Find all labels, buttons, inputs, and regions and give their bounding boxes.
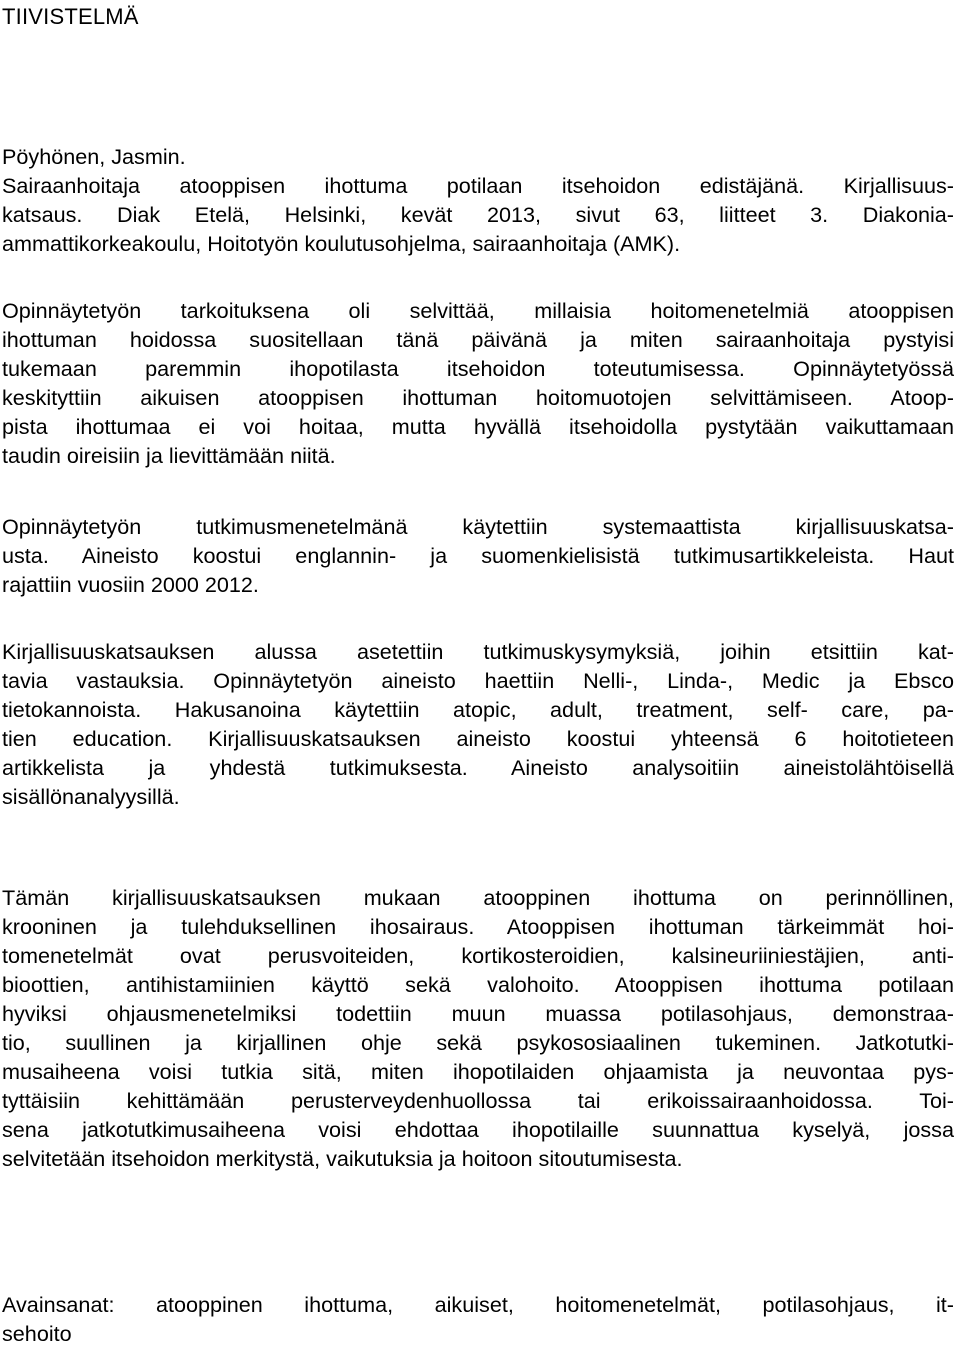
keywords [2, 1290, 954, 1348]
abstract-paragraph-purpose [2, 296, 954, 470]
abstract-paragraph-results [2, 883, 954, 1173]
paragraph-line: taudin oireisiin ja lievittämään niitä. [2, 443, 336, 468]
abstract-paragraph-material [2, 637, 954, 811]
author-line: Pöyhönen, Jasmin. [2, 144, 186, 169]
paragraph-line: pista ihottumaa ei voi hoitaa, mutta hyvällä itsehoidolla pystytään vaikuttamaan [2, 414, 954, 439]
paragraph-line: tietokannoista. Hakusanoina käytettiin atopic, adult, treatment, self- care, pa- [2, 697, 954, 722]
paragraph-line: bioottien, antihistamiinien käyttö sekä valohoito. Atooppisen ihottuma potilaan [2, 972, 954, 997]
metadata-line: Sairaanhoitaja atooppisen ihottuma potilaan itsehoidon edistäjänä. Kirjallisuus- [2, 173, 954, 198]
paragraph-line: tomenetelmät ovat perusvoiteiden, kortikosteroidien, kalsineuriiniestäjien, anti- [2, 943, 954, 968]
paragraph-line: sisällönanalyysillä. [2, 784, 180, 809]
paragraph-line: Kirjallisuuskatsauksen alussa asetettiin tutkimuskysymyksiä, joihin etsittiin kat- [2, 639, 954, 664]
paragraph-line: Tämän kirjallisuuskatsauksen mukaan atooppinen ihottuma on perinnöllinen, [2, 885, 954, 910]
metadata-line: katsaus. Diak Etelä, Helsinki, kevät 2013, sivut 63, liitteet 3. Diakonia- [2, 202, 954, 227]
keywords-line: sehoito [2, 1321, 72, 1346]
paragraph-line: keskityttiin aikuisen atooppisen ihottuman hoitomuotojen selvittämiseen. Atoop- [2, 385, 954, 410]
page-title: TIIVISTELMÄ [2, 4, 139, 29]
metadata-line: ammattikorkeakoulu, Hoitotyön koulutusohjelma, sairaanhoitaja (AMK). [2, 231, 681, 256]
paragraph-line: Opinnäytetyön tarkoituksena oli selvittää, millaisia hoitomenetelmiä atooppisen [2, 298, 954, 323]
paragraph-line: tio, suullinen ja kirjallinen ohje sekä psykososiaalinen tukeminen. Jatkotutki- [2, 1030, 954, 1055]
paragraph-line: tien education. Kirjallisuuskatsauksen aineisto koostui yhteensä 6 hoitotieteen [2, 726, 954, 751]
paragraph-line: tyttäisiin kehittämään perusterveydenhuollossa tai erikoissairaanhoidossa. Toi- [2, 1088, 954, 1113]
paragraph-line: tavia vastauksia. Opinnäytetyön aineisto haettiin Nelli-, Linda-, Medic ja Ebsco [2, 668, 954, 693]
paragraph-line: artikkelista ja yhdestä tutkimuksesta. Aineisto analysoitiin aineistolähtöisellä [2, 755, 954, 780]
paragraph-line: Opinnäytetyön tutkimusmenetelmänä käytettiin systemaattista kirjallisuuskatsa- [2, 514, 954, 539]
paragraph-line: selvitetään itsehoidon merkitystä, vaikutuksia ja hoitoon sitoutumisesta. [2, 1146, 683, 1171]
abstract-paragraph-method [2, 512, 954, 599]
keywords-line: Avainsanat: atooppinen ihottuma, aikuiset, hoitomenetelmät, potilasohjaus, it- [2, 1292, 954, 1317]
paragraph-line: musaiheena voisi tutkia sitä, miten ihopotilaiden ohjaamista ja neuvontaa pys- [2, 1059, 954, 1084]
paragraph-line: hyviksi ohjausmenetelmiksi todettiin muun muassa potilasohjaus, demonstraa- [2, 1001, 954, 1026]
thesis-metadata [2, 142, 954, 258]
paragraph-line: ihottuman hoidossa suositellaan tänä päivänä ja miten sairaanhoitaja pystyisi [2, 327, 954, 352]
paragraph-line: usta. Aineisto koostui englannin- ja suomenkielisistä tutkimusartikkeleista. Haut [2, 543, 954, 568]
paragraph-line: sena jatkotutkimusaiheena voisi ehdottaa ihopotilaille suunnattua kyselyä, jossa [2, 1117, 954, 1142]
paragraph-line: tukemaan paremmin ihopotilasta itsehoidon toteutumisessa. Opinnäytetyössä [2, 356, 954, 381]
paragraph-line: rajattiin vuosiin 2000 2012. [2, 572, 259, 597]
paragraph-line: krooninen ja tulehduksellinen ihosairaus. Atooppisen ihottuman tärkeimmät hoi- [2, 914, 954, 939]
